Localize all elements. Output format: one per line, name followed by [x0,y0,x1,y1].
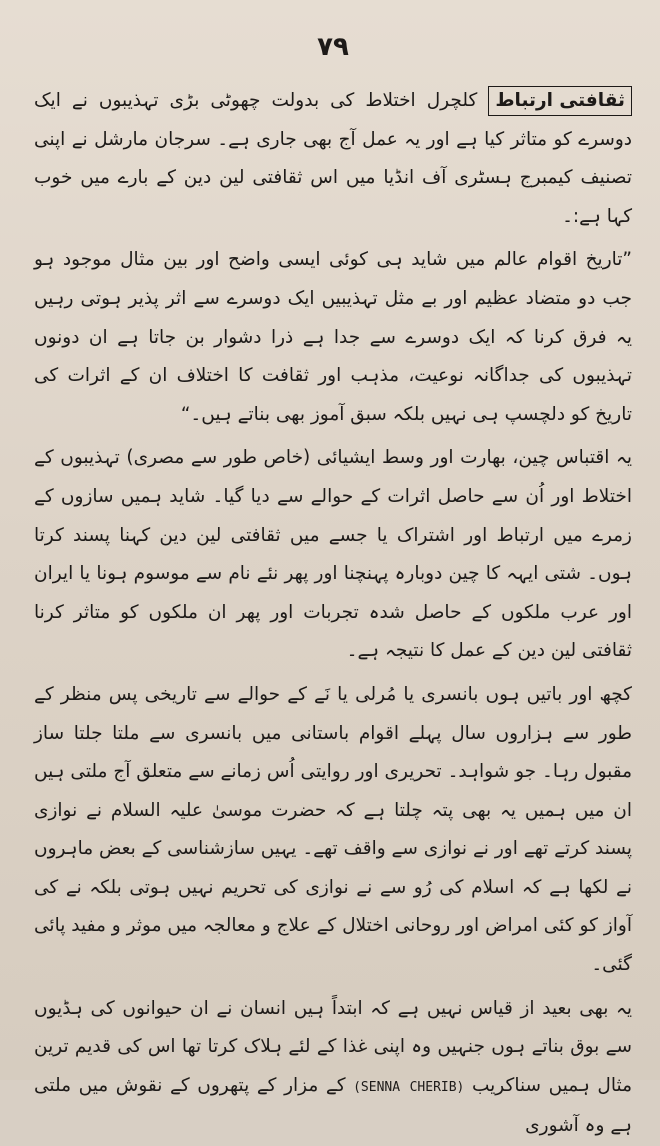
paragraph-text-before: یہ بھی بعید از قیاس نہیں ہے کہ ابتداً ہیں انسان نے ان حیوانوں کی ہڈیوں سے بوق بناتے ہوں جنہیں وہ اپنی غذا کے لئے ہلاک کرتا تھا اس کی قدیم ترین مثال ہمیں سناکریب [34,997,632,1096]
paragraph-4: کچھ اور باتیں ہوں بانسری یا مُرلی یا نَے کے حوالے سے تاریخی پس منظر کے طور سے ہزاروں سال پہلے اقوام باستانی میں بانسری سے ملتا جلتا ساز مقبول رہا۔ جو شواہد۔ تحریری اور روایتی اُس زمانے سے متعلق آج ملتی ہیں ان میں ہمیں یہ بھی پتہ چلتا ہے کہ حضرت موسیٰ علیہ السلام نے نوازی پسند کرتے تھے اور نے نوازی سے واقف تھے۔ یہیں سازشناسی کے بعض ماہروں نے لکھا ہے کہ اسلام کی رُو سے نے نوازی کی تحریم نہیں ہوتی بلکہ نے کی آواز کو کئی امراض اور روحانی اختلال کے علاج و معالجہ میں موثر و مفید پائی گئی۔ [34,683,632,976]
boxed-heading-term: ثقافتی ارتباط [488,86,632,116]
paragraph-2-quotation: ”تاریخ اقوام عالم میں شاید ہی کوئی ایسی واضح اور بین مثال موجود ہو جب دو متضاد عظیم اور بے مثل تہذیبیں ایک دوسرے سے اثر پذیر ہوتی رہیں یہ فرق کرنا کہ ایک دوسرے سے جدا ہے ذرا دشوار بن جاتا ہے ان دونوں تہذیبوں کی جداگانہ نوعیت، مذہب اور ثقافت کا اختلاف ان کے اثرات کی تاریخ کو دلچسپ ہی نہیں بلکہ سبق آموز بھی بناتے ہیں۔“ [34,249,632,425]
paragraph-text-after: کے مزار کے پتھروں کے نقوش میں ملتی ہے وہ آشوری [34,1074,632,1137]
paragraph-1 [34,82,632,236]
paragraph-text: کلچرل اختلاط کی بدولت چھوٹی بڑی تہذیبوں نے ایک دوسرے کو متاثر کیا ہے اور یہ عمل آج بھی جاری ہے۔ سرجان مارشل نے اپنی تصنیف کیمبرج ہسٹری آف انڈیا میں اس ثقافتی لین دین کے بارے میں خوب کہا ہے:۔ [34,90,632,227]
page-number: ٧٩ [317,32,349,62]
latin-name: (SENNA CHERIB) [353,1079,465,1095]
paragraph-5 [34,990,632,1146]
paragraph-3: یہ اقتباس چین، بھارت اور وسط ایشیائی (خاص طور سے مصری) تہذیبوں کے اختلاط اور اُن سے حاصل اثرات کے حوالے سے دیا گیا۔ شاید ہمیں سازوں کے زمرے میں ارتباط اور اشتراک یا جسے میں ثقافتی لین دین کہنا پسند کرتا ہوں۔ شتی ایہہ کا چین دوبارہ پہنچنا اور پھر نئے نام سے موسوم ہونا یا ایران اور عرب ملکوں کے حاصل شدہ تجربات اور پھر ان ملکوں کو متاثر کرنا ثقافتی لین دین کے عمل کا نتیجہ ہے۔ [34,447,632,662]
body-text [34,82,632,1146]
